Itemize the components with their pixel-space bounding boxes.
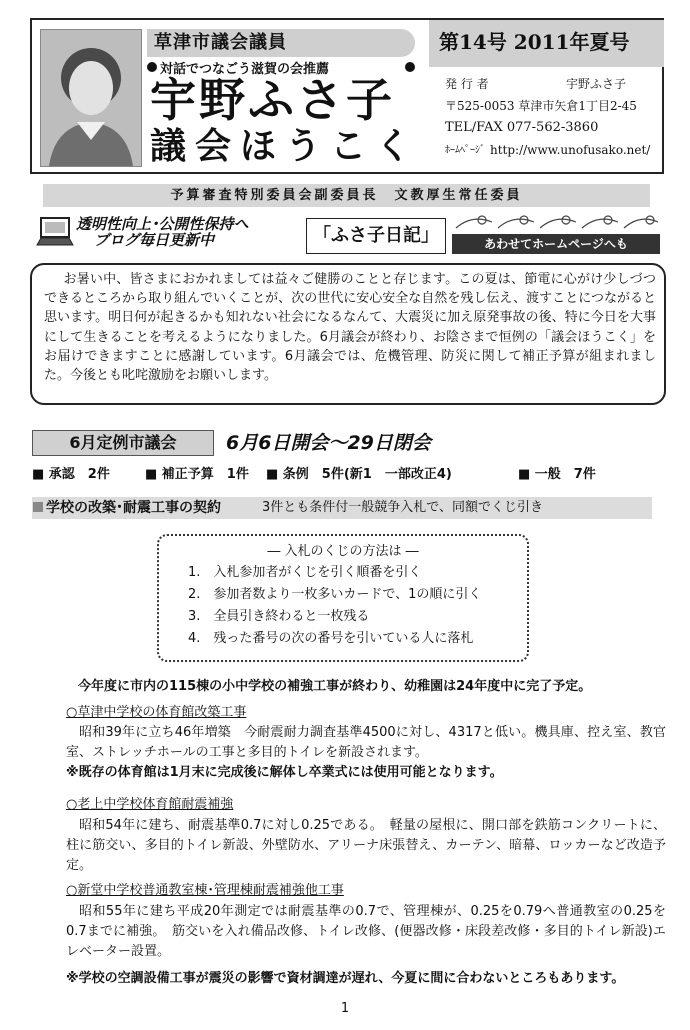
publisher-name: 宇野ふさ子 <box>566 77 627 91</box>
lottery-step: 1. 入札参加者がくじを引く順番を引く <box>188 565 422 580</box>
laptop-icon <box>36 214 74 256</box>
section-body: 昭和39年に立ち46年増築 今耐震耐力調査基準4500に対し、4317と低い。機具庫、控え室、教官室、ストレッチホールの工事と多目的トイレを新設されます。 <box>66 725 666 760</box>
stat-approvals: ■ 承認 2件 <box>32 467 110 482</box>
stat-general: ■ 一般 7件 <box>518 467 596 482</box>
stat-ordinances: ■ 条例 5件(新1 一部改正4) <box>266 467 452 482</box>
page-number: 1 <box>340 1001 350 1016</box>
blog-banner-line2: ブログ毎日更新中 <box>94 231 215 249</box>
issue-number: 第14号 2011年夏号 <box>439 30 630 54</box>
section-body: 昭和55年に建ち平成20年測定では耐震基準の0.7で、管理棟が、0.25を0.79へ普通教室の0.25を0.7までに補強。 筋交いを入れ備品改修、トイレ改修、(便器改修・床段差改修・多目的トイレ新設)エレベーター設置。 <box>66 904 666 959</box>
councillor-name: 宇野ふさ子 <box>150 73 395 127</box>
section-title: ○新堂中学校普通教室棟･管理棟耐震補強他工事 <box>66 883 344 898</box>
summary-statement: 今年度に市内の115棟の小中学校の補強工事が終わり、幼稚園は24年度中に完了予定。 <box>78 679 592 694</box>
section-title: ○草津中学校の体育館改築工事 <box>66 705 247 720</box>
bullet-dot <box>405 62 415 72</box>
lottery-step: 4. 残った番号の次の番号を引いている人に落札 <box>188 631 474 646</box>
session-dates: 6月6日開会～29日閉会 <box>226 432 431 454</box>
tel-fax: TEL/FAX 077-562-3860 <box>445 120 599 135</box>
section-title: ○老上中学校体育館耐震補強 <box>66 797 234 812</box>
lottery-title: ― 入札のくじの方法は ― <box>267 544 419 559</box>
section-note: ※既存の体育館は1月末に完成後に解体し卒業式には使用可能となります。 <box>66 765 503 780</box>
homepage-note[interactable]: あわせてホームページへも <box>484 237 628 251</box>
contract-note: 3件とも条件付一般競争入札で、同額でくじ引き <box>262 500 544 515</box>
publisher-address: 〒525-0053 草津市矢倉1丁目2-45 <box>445 99 637 113</box>
stat-supplementary-budget: ■ 補正予算 1件 <box>145 467 249 482</box>
greeting-message: お暑い中、皆さまにおかれましては益々ご健勝のことと存じます。この夏は、節電に心がけ少しづつできるところから取り組んでいくことが、次の世代に安心安全な自然を残し伝え、渡すことにつながると思います。明日何が起きるかも知れない社会になるなんて、大震災に加え原発事故の後、特に今日を大事にして生きることを考えるようになりました。6月議会が終わり、お陰さまで恒例の「議会ほうこく」をお届けできますことに感謝しています。6月議会では、危機管理、防災に関して補正予算が組まれました。今後とも叱咤激励をお願いします。 <box>44 272 656 384</box>
publisher-label: 発 行 者 <box>445 77 489 91</box>
councillor-photo <box>40 29 142 167</box>
blog-diary-title[interactable]: 「ふさ子日記」 <box>313 225 439 246</box>
square-bullet-icon <box>33 502 43 512</box>
lottery-step: 3. 全員引き終わると一枚残る <box>188 609 370 624</box>
blog-banner <box>76 216 249 248</box>
newsletter-title: 議会ほうこく <box>150 125 421 167</box>
tagline: 対話でつなごう滋賀の会推薦 <box>160 62 330 77</box>
lottery-step: 2. 参加者数より一枚多いカードで、1の順に引く <box>188 587 482 602</box>
affiliation: 草津市議会議員 <box>154 32 287 53</box>
contract-title: 学校の改築･耐震工事の契約 <box>46 500 221 516</box>
homepage-label: ﾎｰﾑﾍﾟｰｼﾞ <box>445 145 485 156</box>
footer-note: ※学校の空調設備工事が震災の影響で資材調達が遅れ、今夏に間に合わないところもあります。 <box>66 971 625 986</box>
bullet-dot <box>147 62 157 72</box>
session-label: 6月定例市議会 <box>69 433 177 452</box>
section-body: 昭和54年に建ち、耐震基準0.7に対し0.25である。 軽量の屋根に、開口部を鉄筋コンクリートに、柱に筋交い、多目的トイレ新設、外壁防水、アリーナ床張替え、カーテン、暗幕、ロッカーなど改造予定。 <box>66 818 666 873</box>
committee-roles: 予算審査特別委員会副委員長 文教厚生常任委員 <box>170 188 523 203</box>
homepage-url[interactable]: http://www.unofusako.net/ <box>490 143 651 157</box>
blog-banner-line1: 透明性向上･公開性保持へ <box>76 215 249 233</box>
